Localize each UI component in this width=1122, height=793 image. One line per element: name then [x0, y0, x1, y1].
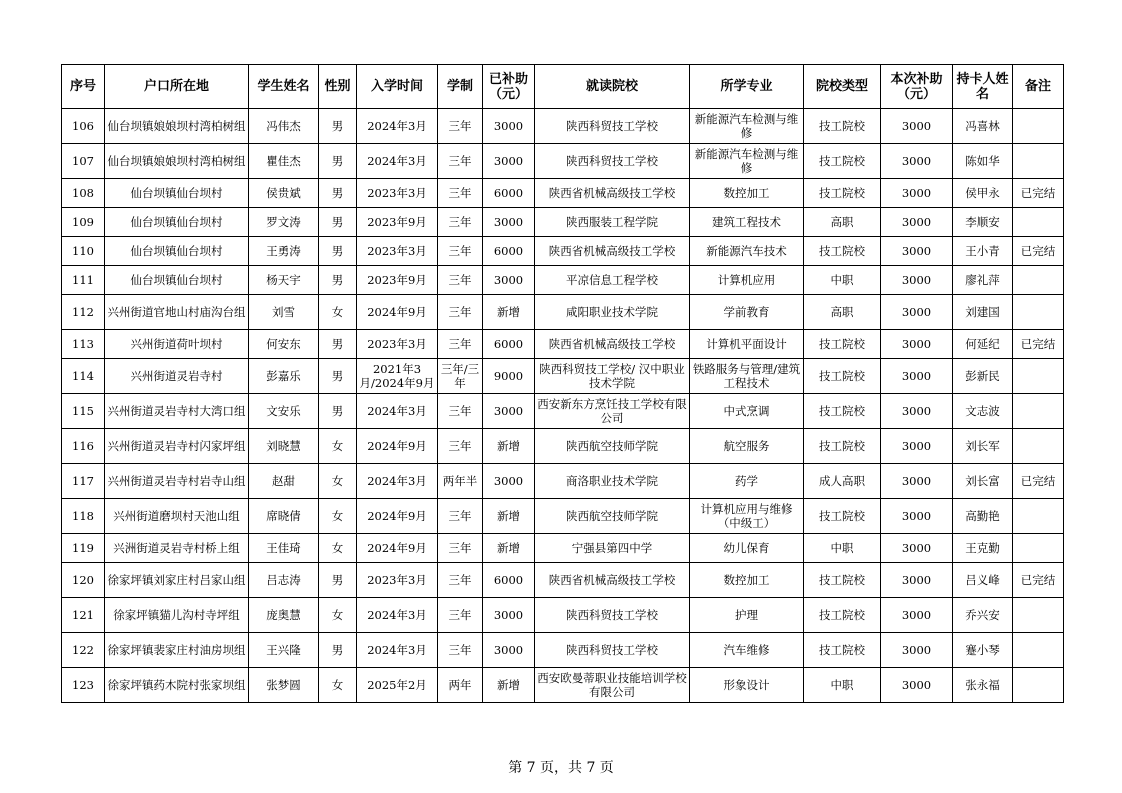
cell-card-holder: 王小青 [953, 237, 1013, 266]
cell-subsidized: 6000 [483, 563, 535, 598]
cell-address: 兴州街道荷叶坝村 [105, 330, 249, 359]
cell-gender: 男 [319, 144, 357, 179]
cell-major: 幼儿保育 [690, 534, 804, 563]
cell-gender: 男 [319, 179, 357, 208]
cell-major: 药学 [690, 464, 804, 499]
cell-school-type: 技工院校 [804, 633, 881, 668]
cell-student-name: 何安东 [249, 330, 319, 359]
cell-school: 平凉信息工程学校 [535, 266, 690, 295]
cell-subsidized: 3000 [483, 266, 535, 295]
cell-address: 兴州街道灵岩寺村 [105, 359, 249, 394]
cell-student-name: 王兴隆 [249, 633, 319, 668]
cell-enroll-date: 2023年3月 [357, 563, 438, 598]
header-study-length: 学制 [438, 65, 483, 109]
cell-remark [1013, 144, 1064, 179]
cell-student-name: 赵甜 [249, 464, 319, 499]
cell-major: 航空服务 [690, 429, 804, 464]
cell-remark [1013, 499, 1064, 534]
cell-study-length: 三年 [438, 598, 483, 633]
table-row [62, 668, 1064, 703]
cell-school-type: 技工院校 [804, 144, 881, 179]
table-row [62, 295, 1064, 330]
cell-no: 114 [62, 359, 105, 394]
cell-current-subsidy: 3000 [881, 464, 953, 499]
cell-remark: 已完结 [1013, 330, 1064, 359]
cell-enroll-date: 2025年2月 [357, 668, 438, 703]
cell-address: 仙台坝镇仙台坝村 [105, 208, 249, 237]
cell-no: 115 [62, 394, 105, 429]
cell-card-holder: 刘建国 [953, 295, 1013, 330]
cell-enroll-date: 2024年9月 [357, 534, 438, 563]
cell-student-name: 张梦圆 [249, 668, 319, 703]
cell-school-type: 技工院校 [804, 429, 881, 464]
cell-no: 111 [62, 266, 105, 295]
cell-school-type: 技工院校 [804, 109, 881, 144]
cell-no: 110 [62, 237, 105, 266]
cell-current-subsidy: 3000 [881, 359, 953, 394]
cell-gender: 男 [319, 330, 357, 359]
cell-student-name: 刘晓慧 [249, 429, 319, 464]
cell-address: 兴洲街道灵岩寺村桥上组 [105, 534, 249, 563]
cell-subsidized: 新增 [483, 429, 535, 464]
cell-card-holder: 陈如华 [953, 144, 1013, 179]
cell-school-type: 技工院校 [804, 359, 881, 394]
header-major: 所学专业 [690, 65, 804, 109]
subsidy-table [61, 64, 1064, 703]
cell-school: 陕西省机械高级技工学校 [535, 179, 690, 208]
table-row [62, 144, 1064, 179]
table-row [62, 499, 1064, 534]
cell-card-holder: 侯甲永 [953, 179, 1013, 208]
cell-remark: 已完结 [1013, 563, 1064, 598]
cell-enroll-date: 2024年9月 [357, 499, 438, 534]
cell-address: 仙台坝镇娘娘坝村湾柏树组 [105, 144, 249, 179]
cell-study-length: 三年 [438, 563, 483, 598]
cell-study-length: 三年 [438, 208, 483, 237]
cell-major: 计算机应用 [690, 266, 804, 295]
cell-major: 铁路服务与管理/建筑工程技术 [690, 359, 804, 394]
cell-remark [1013, 429, 1064, 464]
cell-major: 汽车维修 [690, 633, 804, 668]
cell-subsidized: 新增 [483, 499, 535, 534]
cell-current-subsidy: 3000 [881, 295, 953, 330]
cell-gender: 女 [319, 429, 357, 464]
cell-subsidized: 3000 [483, 208, 535, 237]
cell-gender: 女 [319, 534, 357, 563]
cell-subsidized: 6000 [483, 330, 535, 359]
cell-study-length: 三年 [438, 237, 483, 266]
cell-no: 117 [62, 464, 105, 499]
cell-subsidized: 3000 [483, 109, 535, 144]
cell-no: 120 [62, 563, 105, 598]
cell-study-length: 三年 [438, 266, 483, 295]
cell-major: 新能源汽车检测与维修 [690, 109, 804, 144]
cell-card-holder: 张永福 [953, 668, 1013, 703]
cell-study-length: 三年 [438, 144, 483, 179]
cell-card-holder: 王克勤 [953, 534, 1013, 563]
cell-school-type: 技工院校 [804, 179, 881, 208]
cell-card-holder: 高勤艳 [953, 499, 1013, 534]
cell-gender: 女 [319, 464, 357, 499]
cell-remark [1013, 534, 1064, 563]
cell-student-name: 冯伟杰 [249, 109, 319, 144]
cell-enroll-date: 2024年3月 [357, 144, 438, 179]
cell-student-name: 席晓倩 [249, 499, 319, 534]
cell-no: 112 [62, 295, 105, 330]
cell-card-holder: 吕义峰 [953, 563, 1013, 598]
table-row [62, 534, 1064, 563]
table-row [62, 394, 1064, 429]
cell-school-type: 高职 [804, 208, 881, 237]
cell-no: 107 [62, 144, 105, 179]
cell-study-length: 两年 [438, 668, 483, 703]
cell-school-type: 技工院校 [804, 598, 881, 633]
cell-enroll-date: 2023年3月 [357, 237, 438, 266]
cell-remark: 已完结 [1013, 179, 1064, 208]
cell-subsidized: 3000 [483, 598, 535, 633]
cell-major: 新能源汽车技术 [690, 237, 804, 266]
table-row [62, 563, 1064, 598]
cell-school: 陕西科贸技工学校 [535, 633, 690, 668]
cell-school: 陕西航空技师学院 [535, 429, 690, 464]
cell-school: 西安新东方烹饪技工学校有限公司 [535, 394, 690, 429]
cell-address: 兴州街道灵岩寺村岩寺山组 [105, 464, 249, 499]
cell-school: 宁强县第四中学 [535, 534, 690, 563]
cell-subsidized: 6000 [483, 179, 535, 208]
header-gender: 性别 [319, 65, 357, 109]
cell-current-subsidy: 3000 [881, 266, 953, 295]
cell-major: 计算机应用与维修（中级工） [690, 499, 804, 534]
cell-current-subsidy: 3000 [881, 534, 953, 563]
cell-subsidized: 3000 [483, 144, 535, 179]
header-no: 序号 [62, 65, 105, 109]
cell-school: 商洛职业技术学院 [535, 464, 690, 499]
cell-subsidized: 3000 [483, 394, 535, 429]
cell-card-holder: 刘长军 [953, 429, 1013, 464]
cell-major: 护理 [690, 598, 804, 633]
table-row [62, 237, 1064, 266]
cell-study-length: 三年 [438, 179, 483, 208]
cell-remark [1013, 208, 1064, 237]
cell-current-subsidy: 3000 [881, 563, 953, 598]
header-subsidized: 已补助（元） [483, 65, 535, 109]
cell-no: 113 [62, 330, 105, 359]
cell-school-type: 中职 [804, 668, 881, 703]
cell-major: 学前教育 [690, 295, 804, 330]
cell-address: 兴州街道灵岩寺村大湾口组 [105, 394, 249, 429]
cell-gender: 女 [319, 598, 357, 633]
cell-student-name: 文安乐 [249, 394, 319, 429]
cell-gender: 男 [319, 359, 357, 394]
cell-enroll-date: 2024年9月 [357, 295, 438, 330]
cell-school: 陕西科贸技工学校 [535, 144, 690, 179]
cell-current-subsidy: 3000 [881, 109, 953, 144]
cell-current-subsidy: 3000 [881, 179, 953, 208]
cell-school: 陕西科贸技工学校/ 汉中职业技术学院 [535, 359, 690, 394]
header-row [62, 65, 1064, 109]
cell-school-type: 技工院校 [804, 237, 881, 266]
cell-enroll-date: 2024年3月 [357, 633, 438, 668]
cell-study-length: 三年 [438, 429, 483, 464]
cell-student-name: 刘雪 [249, 295, 319, 330]
cell-major: 中式烹调 [690, 394, 804, 429]
cell-no: 116 [62, 429, 105, 464]
cell-student-name: 庞奥慧 [249, 598, 319, 633]
cell-enroll-date: 2024年3月 [357, 394, 438, 429]
cell-school-type: 高职 [804, 295, 881, 330]
cell-current-subsidy: 3000 [881, 598, 953, 633]
cell-card-holder: 乔兴安 [953, 598, 1013, 633]
cell-subsidized: 新增 [483, 668, 535, 703]
cell-school: 西安欧曼蒂职业技能培训学校有限公司 [535, 668, 690, 703]
cell-school: 陕西航空技师学院 [535, 499, 690, 534]
cell-current-subsidy: 3000 [881, 208, 953, 237]
cell-enroll-date: 2021年3月/2024年9月 [357, 359, 438, 394]
cell-enroll-date: 2023年3月 [357, 179, 438, 208]
header-card-holder: 持卡人姓名 [953, 65, 1013, 109]
cell-enroll-date: 2023年3月 [357, 330, 438, 359]
cell-school: 陕西科贸技工学校 [535, 598, 690, 633]
cell-gender: 男 [319, 208, 357, 237]
cell-address: 徐家坪镇刘家庄村吕家山组 [105, 563, 249, 598]
cell-school-type: 中职 [804, 534, 881, 563]
cell-student-name: 彭嘉乐 [249, 359, 319, 394]
cell-gender: 女 [319, 499, 357, 534]
cell-card-holder: 刘长富 [953, 464, 1013, 499]
cell-remark [1013, 394, 1064, 429]
table-row [62, 598, 1064, 633]
cell-study-length: 三年 [438, 330, 483, 359]
cell-current-subsidy: 3000 [881, 144, 953, 179]
cell-gender: 男 [319, 633, 357, 668]
cell-remark [1013, 109, 1064, 144]
cell-school: 咸阳职业技术学院 [535, 295, 690, 330]
cell-school: 陕西省机械高级技工学校 [535, 237, 690, 266]
cell-subsidized: 6000 [483, 237, 535, 266]
cell-major: 数控加工 [690, 563, 804, 598]
cell-enroll-date: 2023年9月 [357, 266, 438, 295]
cell-current-subsidy: 3000 [881, 499, 953, 534]
cell-major: 计算机平面设计 [690, 330, 804, 359]
cell-no: 121 [62, 598, 105, 633]
cell-student-name: 瞿佳杰 [249, 144, 319, 179]
cell-study-length: 三年 [438, 394, 483, 429]
header-remark: 备注 [1013, 65, 1064, 109]
cell-address: 徐家坪镇裴家庄村油房坝组 [105, 633, 249, 668]
cell-remark: 已完结 [1013, 464, 1064, 499]
cell-remark [1013, 633, 1064, 668]
cell-no: 122 [62, 633, 105, 668]
cell-student-name: 杨天宇 [249, 266, 319, 295]
cell-enroll-date: 2024年3月 [357, 598, 438, 633]
cell-remark [1013, 295, 1064, 330]
cell-card-holder: 李顺安 [953, 208, 1013, 237]
cell-gender: 男 [319, 266, 357, 295]
cell-no: 109 [62, 208, 105, 237]
header-address: 户口所在地 [105, 65, 249, 109]
cell-address: 徐家坪镇药木院村张家坝组 [105, 668, 249, 703]
cell-subsidized: 9000 [483, 359, 535, 394]
cell-no: 118 [62, 499, 105, 534]
table-row [62, 109, 1064, 144]
cell-study-length: 两年半 [438, 464, 483, 499]
table-row [62, 429, 1064, 464]
cell-major: 新能源汽车检测与维修 [690, 144, 804, 179]
cell-study-length: 三年 [438, 295, 483, 330]
cell-no: 119 [62, 534, 105, 563]
cell-gender: 女 [319, 295, 357, 330]
cell-enroll-date: 2023年9月 [357, 208, 438, 237]
cell-address: 仙台坝镇仙台坝村 [105, 179, 249, 208]
cell-enroll-date: 2024年3月 [357, 464, 438, 499]
cell-school-type: 技工院校 [804, 499, 881, 534]
cell-card-holder: 廖礼萍 [953, 266, 1013, 295]
cell-student-name: 罗文涛 [249, 208, 319, 237]
cell-student-name: 吕志涛 [249, 563, 319, 598]
cell-subsidized: 新增 [483, 295, 535, 330]
cell-remark [1013, 359, 1064, 394]
cell-gender: 男 [319, 237, 357, 266]
cell-school: 陕西科贸技工学校 [535, 109, 690, 144]
table-row [62, 633, 1064, 668]
cell-card-holder: 何延纪 [953, 330, 1013, 359]
cell-study-length: 三年 [438, 499, 483, 534]
cell-current-subsidy: 3000 [881, 394, 953, 429]
cell-student-name: 王佳琦 [249, 534, 319, 563]
table-row [62, 179, 1064, 208]
cell-current-subsidy: 3000 [881, 237, 953, 266]
cell-study-length: 三年 [438, 534, 483, 563]
header-enroll-date: 入学时间 [357, 65, 438, 109]
header-student-name: 学生姓名 [249, 65, 319, 109]
table-row [62, 330, 1064, 359]
cell-school-type: 中职 [804, 266, 881, 295]
cell-student-name: 侯贵斌 [249, 179, 319, 208]
cell-address: 兴州街道灵岩寺村闪家坪组 [105, 429, 249, 464]
cell-enroll-date: 2024年3月 [357, 109, 438, 144]
cell-card-holder: 彭新民 [953, 359, 1013, 394]
cell-address: 仙台坝镇仙台坝村 [105, 237, 249, 266]
cell-no: 108 [62, 179, 105, 208]
cell-gender: 男 [319, 563, 357, 598]
cell-no: 106 [62, 109, 105, 144]
cell-study-length: 三年/三年 [438, 359, 483, 394]
cell-school: 陕西省机械高级技工学校 [535, 563, 690, 598]
cell-remark [1013, 598, 1064, 633]
cell-card-holder: 冯喜林 [953, 109, 1013, 144]
cell-subsidized: 3000 [483, 633, 535, 668]
cell-remark [1013, 266, 1064, 295]
cell-school-type: 技工院校 [804, 563, 881, 598]
cell-major: 数控加工 [690, 179, 804, 208]
header-current-subsidy: 本次补助（元） [881, 65, 953, 109]
table-row [62, 359, 1064, 394]
header-school: 就读院校 [535, 65, 690, 109]
cell-student-name: 王勇涛 [249, 237, 319, 266]
cell-address: 兴州街道磨坝村天池山组 [105, 499, 249, 534]
table-row [62, 464, 1064, 499]
cell-school-type: 成人高职 [804, 464, 881, 499]
cell-current-subsidy: 3000 [881, 429, 953, 464]
cell-card-holder: 蹇小琴 [953, 633, 1013, 668]
cell-subsidized: 3000 [483, 464, 535, 499]
cell-current-subsidy: 3000 [881, 668, 953, 703]
cell-major: 形象设计 [690, 668, 804, 703]
cell-address: 仙台坝镇仙台坝村 [105, 266, 249, 295]
cell-major: 建筑工程技术 [690, 208, 804, 237]
cell-school-type: 技工院校 [804, 394, 881, 429]
header-school-type: 院校类型 [804, 65, 881, 109]
cell-school: 陕西服装工程学院 [535, 208, 690, 237]
cell-remark [1013, 668, 1064, 703]
cell-address: 兴州街道官地山村庙沟台组 [105, 295, 249, 330]
cell-gender: 女 [319, 668, 357, 703]
cell-gender: 男 [319, 394, 357, 429]
table-row [62, 208, 1064, 237]
cell-remark: 已完结 [1013, 237, 1064, 266]
cell-study-length: 三年 [438, 633, 483, 668]
cell-address: 仙台坝镇娘娘坝村湾柏树组 [105, 109, 249, 144]
cell-current-subsidy: 3000 [881, 330, 953, 359]
table-row [62, 266, 1064, 295]
cell-address: 徐家坪镇猫儿沟村寺坪组 [105, 598, 249, 633]
cell-card-holder: 文志波 [953, 394, 1013, 429]
page-footer: 第 7 页，共 7 页 [508, 760, 614, 776]
cell-school: 陕西省机械高级技工学校 [535, 330, 690, 359]
cell-gender: 男 [319, 109, 357, 144]
table-body [62, 109, 1064, 703]
cell-enroll-date: 2024年9月 [357, 429, 438, 464]
cell-no: 123 [62, 668, 105, 703]
cell-current-subsidy: 3000 [881, 633, 953, 668]
cell-subsidized: 新增 [483, 534, 535, 563]
cell-study-length: 三年 [438, 109, 483, 144]
cell-school-type: 技工院校 [804, 330, 881, 359]
